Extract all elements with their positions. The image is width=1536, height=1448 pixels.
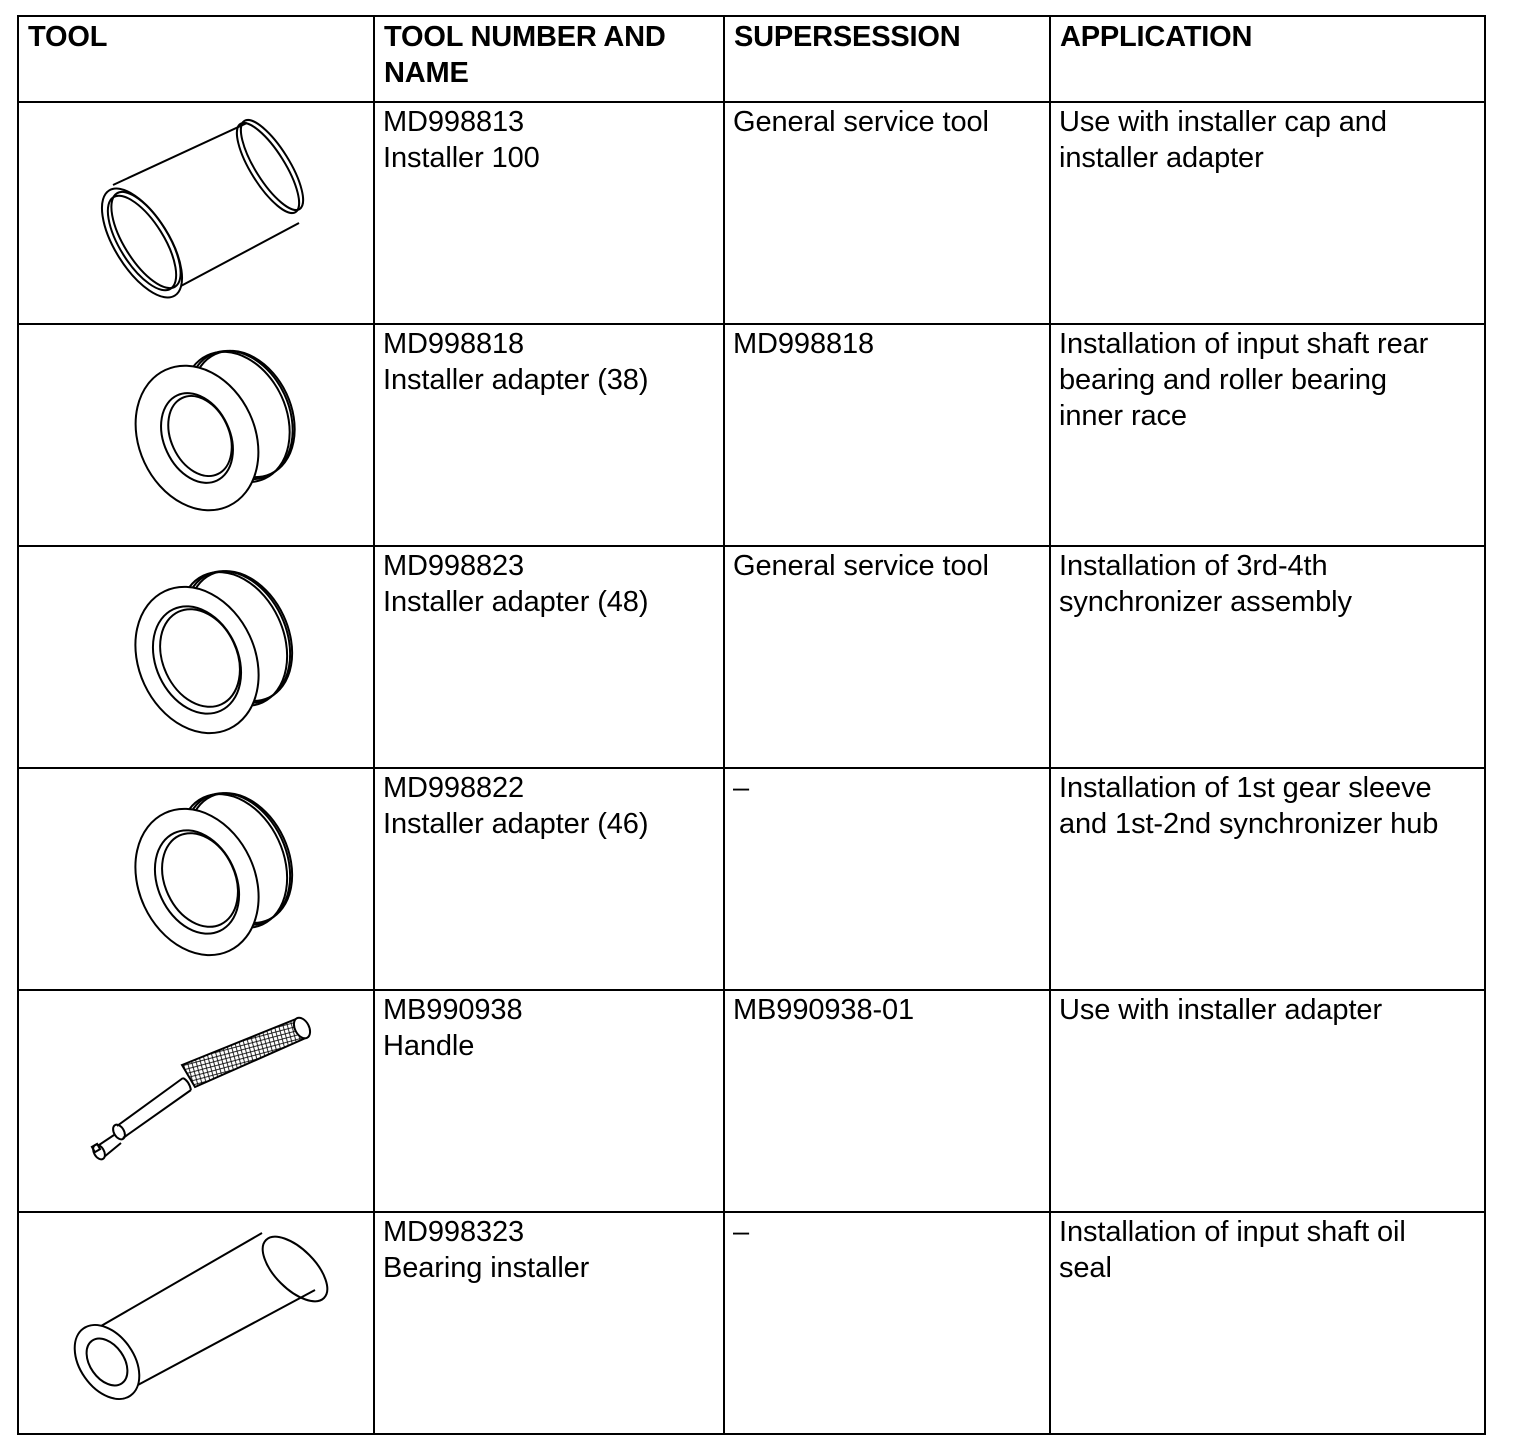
header-supersession: SUPERSESSION [724, 16, 1050, 102]
tool-number: MD998818 [383, 328, 525, 360]
table-row [18, 1212, 1485, 1434]
tool-name: Bearing installer [383, 1252, 590, 1284]
installer-sleeve-icon [19, 103, 375, 322]
application-cell: Installation of input shaft oil seal [1050, 1212, 1485, 1434]
tool-image-cell [18, 768, 374, 990]
table-row [18, 546, 1485, 768]
tool-number-name-cell [374, 1212, 724, 1434]
tool-name: Installer adapter (38) [383, 364, 649, 396]
special-tools-table [17, 15, 1486, 1435]
tool-image-cell [18, 990, 374, 1212]
header-application: APPLICATION [1050, 16, 1485, 102]
table-row [18, 102, 1485, 324]
supersession-cell: – [724, 768, 1050, 990]
tool-image-cell [18, 324, 374, 546]
tool-number: MD998323 [383, 1216, 525, 1248]
application-cell: Use with installer adapter [1050, 990, 1485, 1212]
application-cell: Use with installer cap and installer adapter [1050, 102, 1485, 324]
table-row [18, 768, 1485, 990]
tool-number-name-cell [374, 768, 724, 990]
handle-icon [19, 991, 375, 1210]
supersession-cell: MB990938-01 [724, 990, 1050, 1212]
tool-name: Installer 100 [383, 142, 540, 174]
tool-image-cell [18, 102, 374, 324]
tool-number: MD998822 [383, 772, 525, 804]
application-cell: Installation of input shaft rear bearing and roller bearing inner race [1050, 324, 1485, 546]
bearing-installer-icon [19, 1213, 375, 1432]
header-tool-number-and-name: TOOL NUMBER AND NAME [374, 16, 724, 102]
header-tool: TOOL [18, 16, 374, 102]
table-row [18, 990, 1485, 1212]
tool-name: Installer adapter (48) [383, 586, 649, 618]
application-cell: Installation of 1st gear sleeve and 1st-2nd synchronizer hub [1050, 768, 1485, 990]
tool-number-name-cell [374, 102, 724, 324]
tool-image-cell [18, 546, 374, 768]
installer-adapter-38-icon [19, 325, 375, 544]
header-row [18, 16, 1485, 102]
installer-adapter-48-icon [19, 547, 375, 766]
tool-image-cell [18, 1212, 374, 1434]
table-row [18, 324, 1485, 546]
supersession-cell: MD998818 [724, 324, 1050, 546]
tool-number: MD998813 [383, 106, 525, 138]
application-cell: Installation of 3rd-4th synchronizer assembly [1050, 546, 1485, 768]
tool-number-name-cell [374, 546, 724, 768]
tool-name: Installer adapter (46) [383, 808, 649, 840]
tool-number: MD998823 [383, 550, 525, 582]
supersession-cell: General service tool [724, 102, 1050, 324]
supersession-cell: – [724, 1212, 1050, 1434]
tool-name: Handle [383, 1030, 475, 1062]
installer-adapter-46-icon [19, 769, 375, 988]
tool-number: MB990938 [383, 994, 523, 1026]
supersession-cell: General service tool [724, 546, 1050, 768]
tool-number-name-cell [374, 990, 724, 1212]
tool-number-name-cell [374, 324, 724, 546]
